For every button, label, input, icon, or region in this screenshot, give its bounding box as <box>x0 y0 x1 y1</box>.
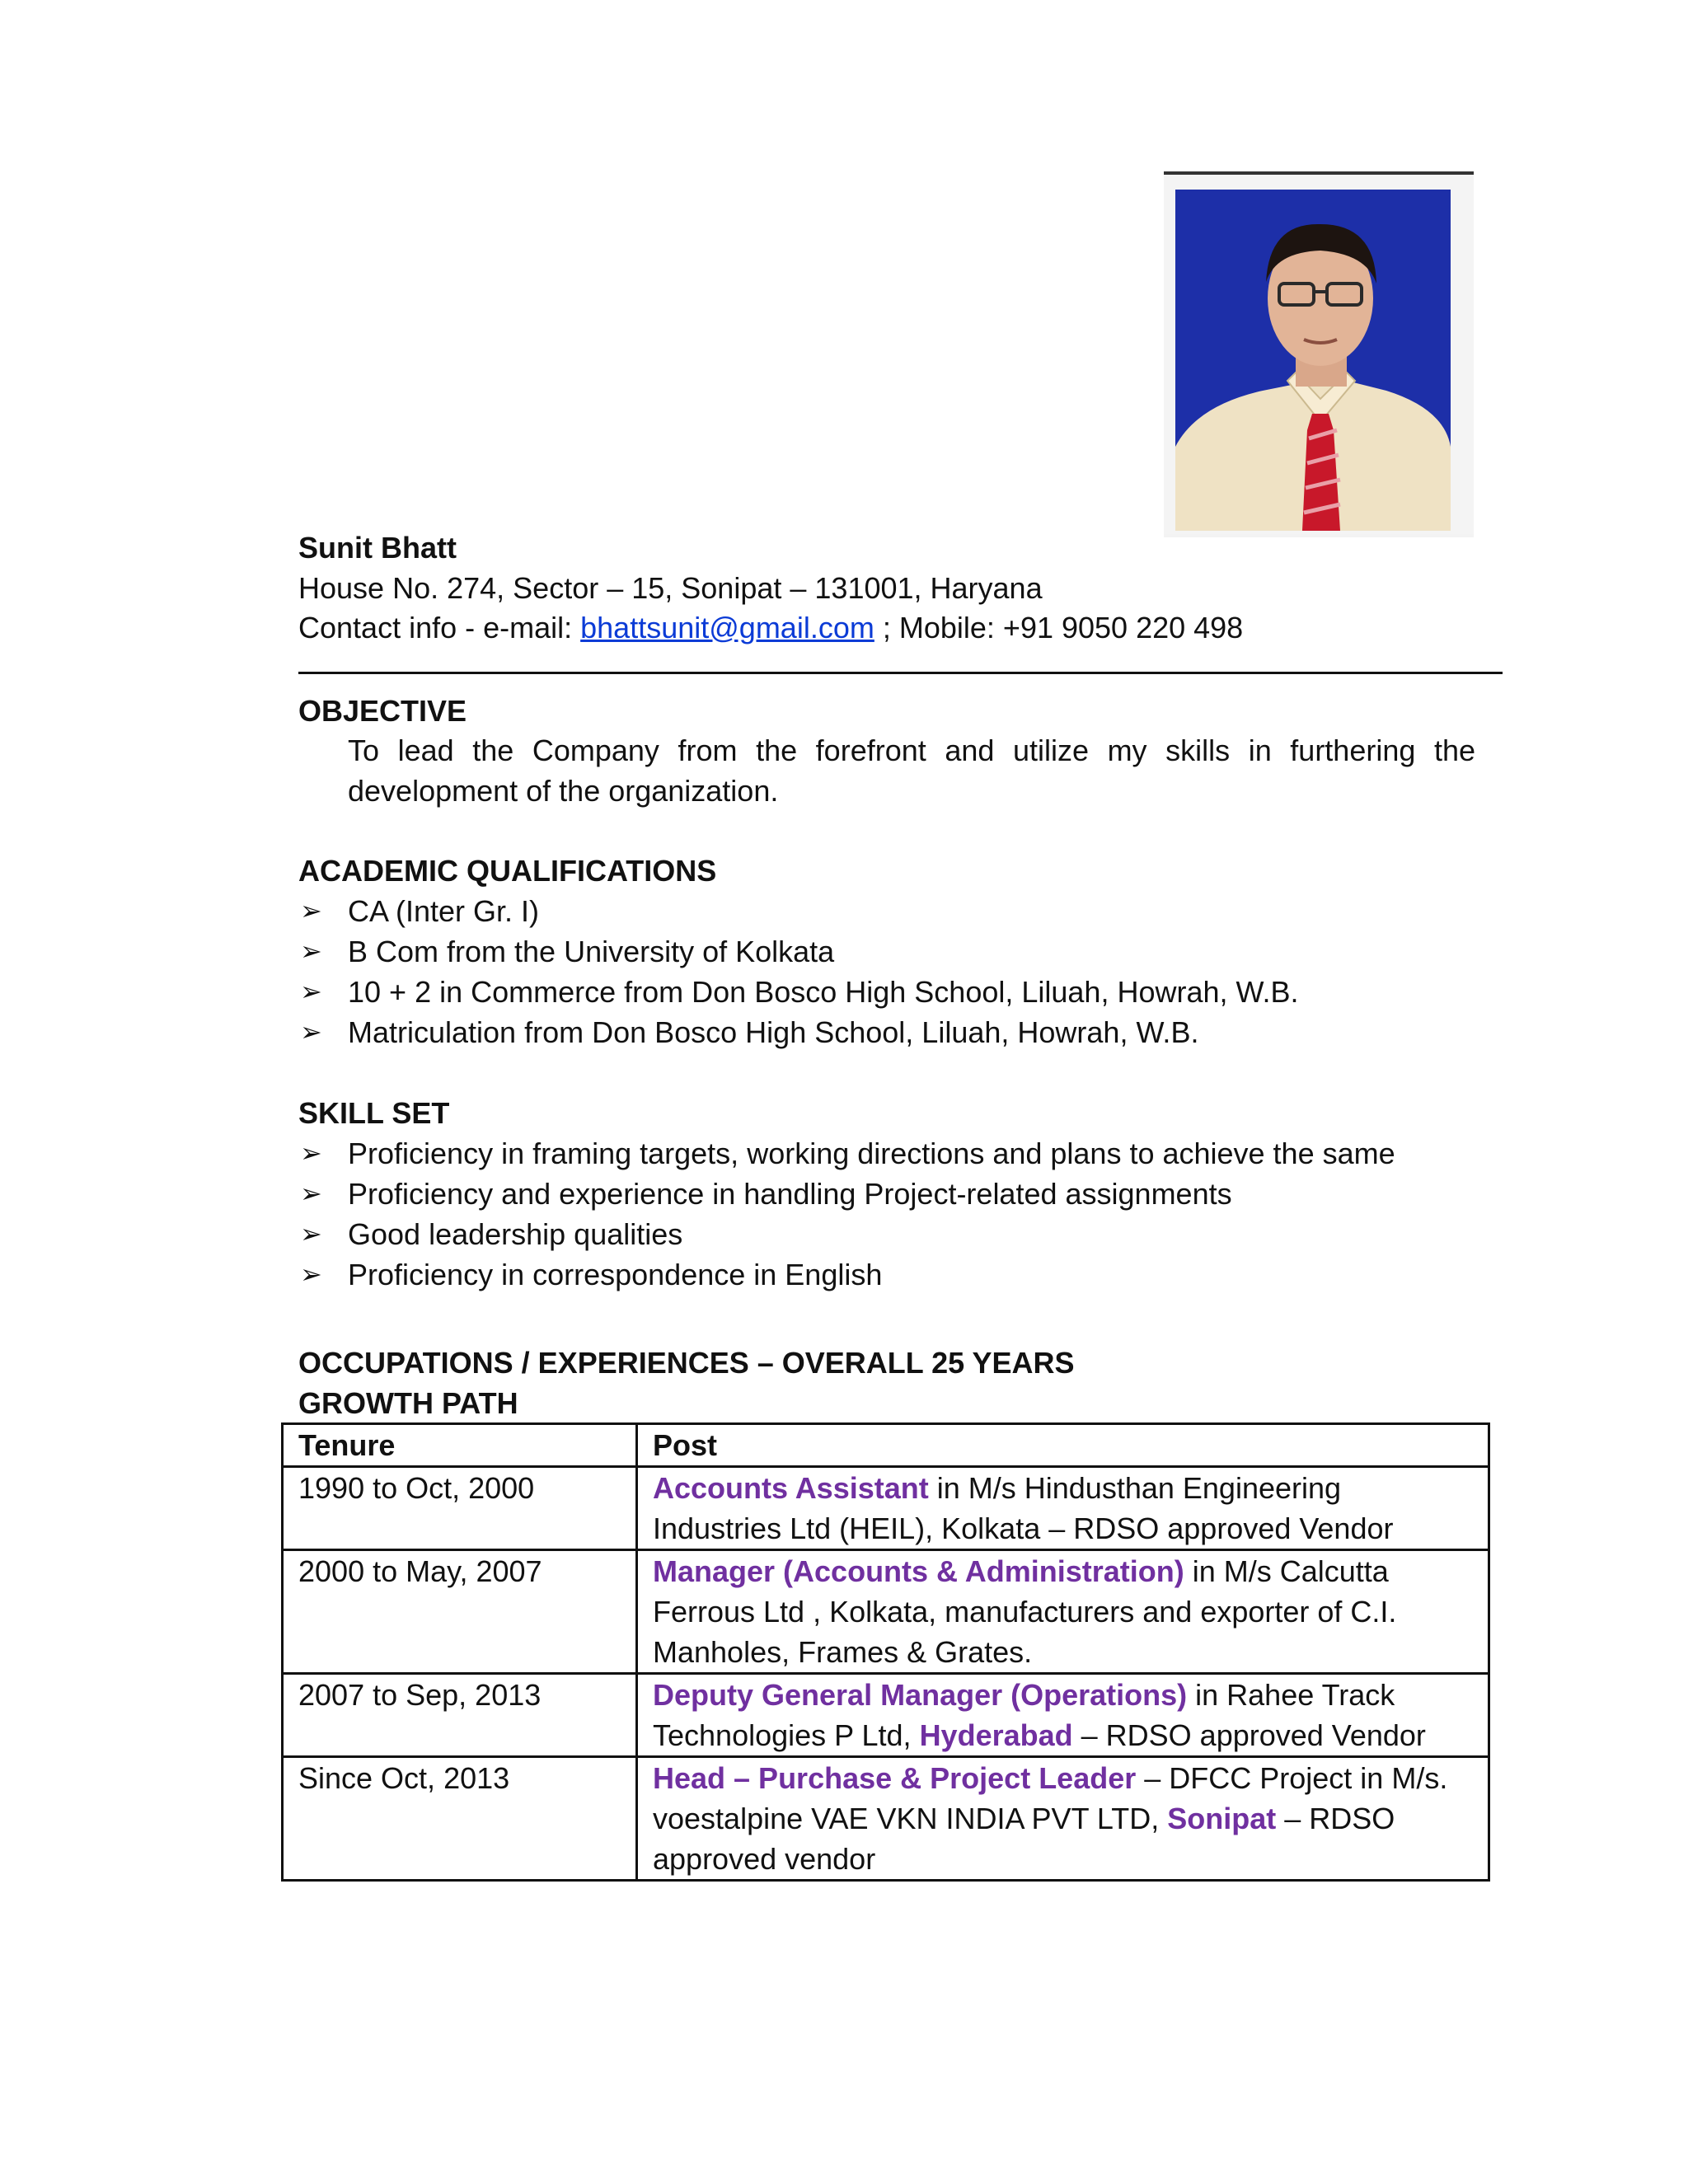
academic-heading: ACADEMIC QUALIFICATIONS <box>298 854 717 888</box>
post-detail: – RDSO approved Vendor <box>1072 1718 1426 1752</box>
column-header-tenure: Tenure <box>283 1424 637 1467</box>
list-item-text: Proficiency and experience in handling Project-related assignments <box>348 1177 1232 1211</box>
arrowhead-bullet-icon: ➢ <box>300 1258 322 1290</box>
column-header-post: Post <box>637 1424 1489 1467</box>
list-item <box>298 931 1299 972</box>
arrowhead-bullet-icon: ➢ <box>300 976 322 1007</box>
post-cell <box>637 1674 1489 1757</box>
profile-photo <box>1164 171 1474 537</box>
list-item-text: Proficiency in framing targets, working directions and plans to achieve the same <box>348 1137 1395 1170</box>
objective-line-1: To lead the Company from the forefront and utilize my skills in furthering the <box>348 733 1475 767</box>
contact-line <box>298 607 1243 648</box>
location-highlight: Hyderabad <box>919 1718 1073 1752</box>
tenure-cell: Since Oct, 2013 <box>283 1757 637 1881</box>
arrowhead-bullet-icon: ➢ <box>300 895 322 926</box>
candidate-name: Sunit Bhatt <box>298 531 457 565</box>
table-row <box>283 1467 1489 1550</box>
contact-prefix: Contact info - e-mail: <box>298 611 573 644</box>
table-row <box>283 1674 1489 1757</box>
post-cell <box>637 1467 1489 1550</box>
mobile-number: ; Mobile: +91 9050 220 498 <box>882 611 1244 644</box>
list-item-text: Matriculation from Don Bosco High School, Liluah, Howrah, W.B. <box>348 1015 1199 1049</box>
post-detail: in Rahee Track Technologies P Ltd, <box>653 1678 1395 1752</box>
list-item <box>298 1214 1395 1254</box>
list-item-text: 10 + 2 in Commerce from Don Bosco High School, Liluah, Howrah, W.B. <box>348 975 1299 1009</box>
table-header-row <box>283 1424 1489 1467</box>
post-cell <box>637 1550 1489 1674</box>
arrowhead-bullet-icon: ➢ <box>300 1016 322 1047</box>
academic-list <box>298 891 1299 1052</box>
post-detail: – DFCC Project in M/s. voestalpine VAE VKN INDIA PVT LTD, <box>653 1761 1448 1835</box>
objective-heading: OBJECTIVE <box>298 694 467 728</box>
role-title: Head – Purchase & Project Leader <box>653 1761 1137 1795</box>
tenure-cell: 2007 to Sep, 2013 <box>283 1674 637 1757</box>
list-item <box>298 972 1299 1012</box>
table-row <box>283 1757 1489 1881</box>
list-item-text: B Com from the University of Kolkata <box>348 935 835 968</box>
tenure-cell: 2000 to May, 2007 <box>283 1550 637 1674</box>
skills-heading: SKILL SET <box>298 1096 450 1130</box>
post-cell <box>637 1757 1489 1881</box>
objective-line-2: development of the organization. <box>348 774 779 808</box>
email-link[interactable]: bhattsunit@gmail.com <box>580 611 874 644</box>
list-item <box>298 1254 1395 1295</box>
list-item-text: Proficiency in correspondence in English <box>348 1258 883 1291</box>
list-item <box>298 1133 1395 1174</box>
list-item-text: Good leadership qualities <box>348 1217 683 1251</box>
list-item <box>298 1174 1395 1214</box>
location-highlight: Sonipat <box>1167 1802 1277 1835</box>
arrowhead-bullet-icon: ➢ <box>300 935 322 967</box>
tenure-cell: 1990 to Oct, 2000 <box>283 1467 637 1550</box>
address-line: House No. 274, Sector – 15, Sonipat – 131001, Haryana <box>298 571 1043 605</box>
role-title: Accounts Assistant <box>653 1471 929 1505</box>
arrowhead-bullet-icon: ➢ <box>300 1137 322 1169</box>
header-divider <box>298 672 1503 674</box>
arrowhead-bullet-icon: ➢ <box>300 1218 322 1249</box>
growth-path-table <box>281 1422 1490 1882</box>
list-item-text: CA (Inter Gr. I) <box>348 894 540 928</box>
post-detail: in M/s Hindusthan Engineering Industries Ltd (HEIL), Kolkata – RDSO approved Vendor <box>653 1471 1394 1545</box>
role-title: Deputy General Manager (Operations) <box>653 1678 1188 1712</box>
skills-list <box>298 1133 1395 1295</box>
arrowhead-bullet-icon: ➢ <box>300 1178 322 1209</box>
experience-heading: OCCUPATIONS / EXPERIENCES – OVERALL 25 YEARS <box>298 1346 1075 1380</box>
portrait-photo-image <box>1164 175 1474 534</box>
list-item <box>298 1012 1299 1052</box>
post-detail: in M/s Calcutta Ferrous Ltd , Kolkata, manufacturers and exporter of C.I. Manholes, Frames & Grates. <box>653 1554 1397 1669</box>
table-row <box>283 1550 1489 1674</box>
post-detail: – RDSO approved vendor <box>653 1802 1395 1876</box>
list-item <box>298 891 1299 931</box>
growth-path-heading: GROWTH PATH <box>298 1386 518 1420</box>
role-title: Manager (Accounts & Administration) <box>653 1554 1184 1588</box>
